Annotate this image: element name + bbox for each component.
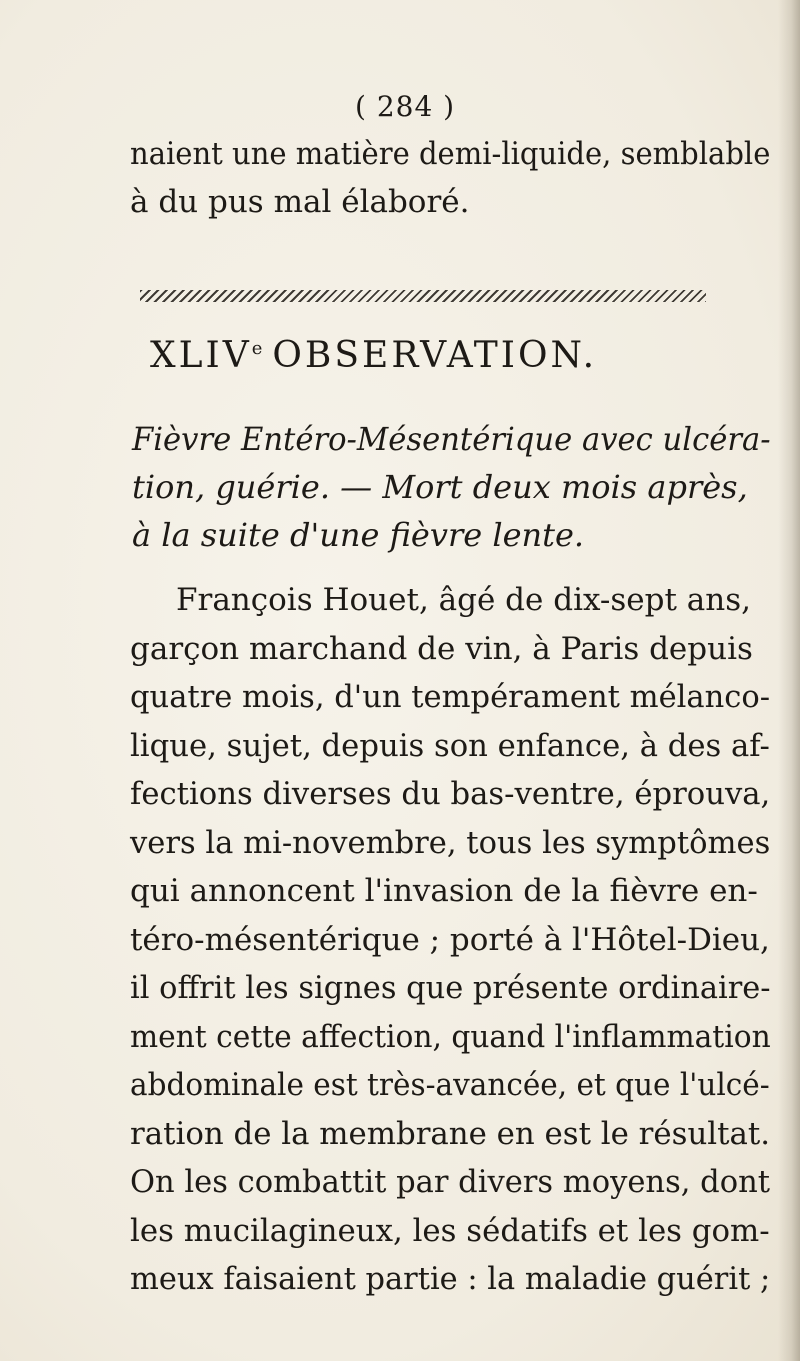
body-line-9: il offrit les signes que présente ordinaire- (130, 970, 771, 1006)
decorative-rule (140, 290, 706, 302)
body-line-15: meux faisaient partie : la maladie guérit ; (130, 1261, 771, 1297)
body-line-12: ration de la membrane en est le résultat. (130, 1115, 771, 1152)
body-line-14: les mucilagineux, les sédatifs et les gom- (130, 1212, 770, 1249)
heading-numeral: XLIV (150, 335, 252, 376)
intro-line-2: à du pus mal élaboré. (130, 184, 470, 220)
heading-word: OBSERVATION. (272, 335, 598, 376)
subtitle-line-1: Fièvre Entéro-Mésentérique avec ulcéra- (132, 420, 771, 458)
body-line-2: garçon marchand de vin, à Paris depuis (130, 630, 753, 667)
page-edge-shadow (778, 0, 800, 1361)
body-line-7: qui annoncent l'invasion de la fièvre en- (130, 873, 758, 909)
observation-heading (150, 335, 597, 376)
body-line-10: ment cette affection, quand l'inflammation (130, 1018, 771, 1055)
body-line-13: On les combattit par divers moyens, dont (130, 1164, 771, 1200)
body-line-1: François Houet, âgé de dix-sept ans, (176, 582, 752, 618)
body-line-6: vers la mi-novembre, tous les symptômes (130, 824, 771, 861)
body-line-11: abdominale est très-avancée, et que l'ulcé- (130, 1067, 770, 1103)
body-line-4: lique, sujet, depuis son enfance, à des af- (130, 727, 770, 764)
body-line-8: téro-mésentérique ; porté à l'Hôtel-Dieu, (130, 921, 770, 958)
subtitle-line-2: tion, guérie. — Mort deux mois après, (132, 468, 748, 506)
intro-line-1: naient une matière demi-liquide, semblable (130, 136, 771, 172)
body-line-3: quatre mois, d'un tempérament mélanco- (130, 679, 771, 715)
subtitle-line-3: à la suite d'une fièvre lente. (132, 516, 585, 554)
body-line-5: fections diverses du bas-ventre, éprouva, (130, 776, 771, 812)
page-number: ( 284 ) (355, 90, 456, 123)
heading-suffix: e (251, 338, 263, 359)
